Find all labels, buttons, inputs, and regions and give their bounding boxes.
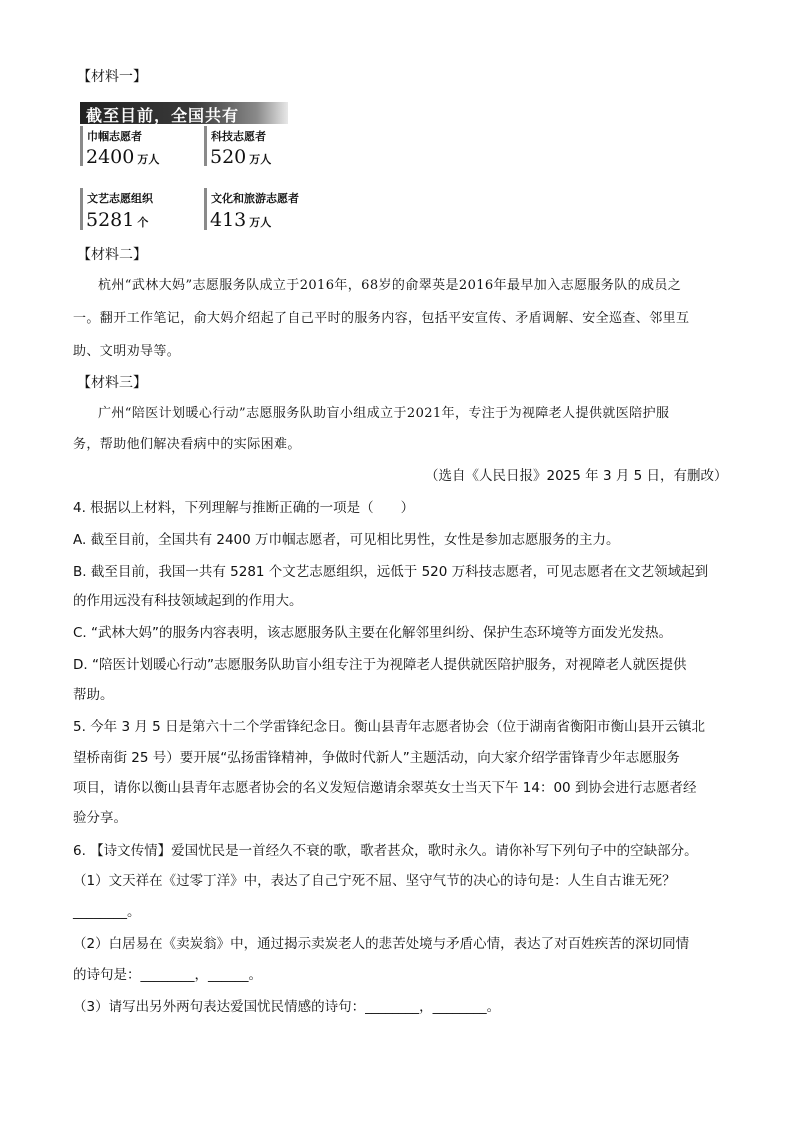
question-4-stem: 4. 根据以上材料，下列理解与推断正确的一项是（ ） <box>73 500 415 516</box>
stat-divider <box>204 188 207 230</box>
source-citation: （选自《人民日报》2025 年 3 月 5 日，有删改） <box>425 468 728 484</box>
question-6-stem: 6. 【诗文传情】爱国忧民是一首经久不衰的歌，歌者甚众，歌时永久。请你补写下列句子中的空缺部分。 <box>73 843 698 859</box>
question-5-line: 望桥南街 25 号）要开展“弘扬雷锋精神，争做时代新人”主题活动，向大家介绍学雷锋青少年志愿服务 <box>73 750 680 766</box>
paragraph-line: 助、文明劝导等。 <box>73 344 181 359</box>
stat-value: 520 万人 <box>210 146 272 168</box>
paragraph-line: 广州“陪医计划暖心行动”志愿服务队助盲小组成立于2021年，专注于为视障老人提供就医陪护服 <box>98 406 670 421</box>
question-6-part-2: （2）白居易在《卖炭翁》中，通过揭示卖炭老人的悲苦处境与矛盾心情，表达了对百姓疾苦的深切同情 <box>73 936 690 952</box>
question-6-part-1-blank: ________。 <box>73 904 141 920</box>
question-4-option-d-cont: 帮助。 <box>73 687 114 703</box>
stat-value: 2400 万人 <box>86 146 160 168</box>
stat-label: 巾帼志愿者 <box>87 130 142 143</box>
stat-label: 科技志愿者 <box>211 130 266 143</box>
question-4-option-c: C. “武林大妈”的服务内容表明，该志愿服务队主要在化解邻里纠纷、保护生态环境等方面发光发热。 <box>73 625 672 641</box>
infographic-title: 截至目前，全国共有 <box>86 106 240 125</box>
question-6-part-3: （3）请写出另外两句表达爱国忧民情感的诗句：________，________。 <box>73 999 501 1015</box>
question-4-option-b-cont: 的作用远没有科技领域起到的作用大。 <box>73 593 303 609</box>
question-5-line: 验分享。 <box>73 810 127 826</box>
material3-header: 【材料三】 <box>77 375 147 391</box>
stat-value: 413 万人 <box>210 209 272 231</box>
stat-divider <box>80 126 83 166</box>
paragraph-line: 一。翻开工作笔记，俞大妈介绍起了自己平时的服务内容，包括平安宣传、矛盾调解、安全巡查、邻里互 <box>73 311 690 326</box>
question-4-option-b: B. 截至目前，我国一共有 5281 个文艺志愿组织，远低于 520 万科技志愿者，可见志愿者在文艺领域起到 <box>73 564 709 580</box>
paragraph-line: 杭州“武林大妈”志愿服务队成立于2016年，68岁的俞翠英是2016年最早加入志愿服务队的成员之 <box>98 278 682 293</box>
material1-header: 【材料一】 <box>77 69 147 85</box>
question-6-part-1: （1）文天祥在《过零丁洋》中，表达了自己宁死不屈、坚守气节的决心的诗句是：人生自古谁无死？ <box>73 873 676 889</box>
question-5-line: 5. 今年 3 月 5 日是第六十二个学雷锋纪念日。衡山县青年志愿者协会（位于湖南省衡阳市衡山县开云镇北 <box>73 719 706 735</box>
question-4-option-a: A. 截至目前，全国共有 2400 万巾帼志愿者，可见相比男性，女性是参加志愿服务的主力。 <box>73 532 620 548</box>
stat-divider <box>80 188 83 230</box>
stat-value: 5281 个 <box>86 209 149 231</box>
question-5-line: 项目，请你以衡山县青年志愿者协会的名义发短信邀请余翠英女士当天下午 14：00 到协会进行志愿者经 <box>73 780 697 796</box>
paragraph-line: 务，帮助他们解决看病中的实际困难。 <box>73 437 301 452</box>
stat-divider <box>204 126 207 166</box>
stat-label: 文艺志愿组织 <box>87 192 153 205</box>
question-6-part-2-cont: 的诗句是：________，______。 <box>73 967 262 983</box>
material2-header: 【材料二】 <box>77 247 147 263</box>
question-4-option-d: D. “陪医计划暖心行动”志愿服务队助盲小组专注于为视障老人提供就医陪护服务，对视障老人就医提供 <box>73 657 687 673</box>
stat-label: 文化和旅游志愿者 <box>211 192 299 205</box>
